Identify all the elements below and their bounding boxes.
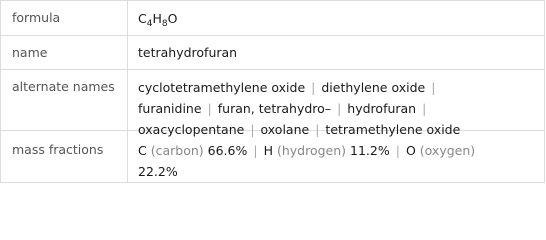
mass-fraction-item bbox=[138, 143, 247, 158]
alternate-name-item: tetramethylene oxide bbox=[325, 122, 461, 137]
element-name: (oxygen) bbox=[419, 143, 476, 158]
element-percent: 66.6% bbox=[207, 143, 248, 158]
separator: | bbox=[311, 80, 316, 95]
alternate-name-item: oxolane bbox=[260, 122, 310, 137]
element-symbol: O bbox=[405, 143, 416, 158]
alternate-name-item: diethylene oxide bbox=[321, 80, 426, 95]
separator: | bbox=[250, 122, 255, 137]
separator: | bbox=[253, 143, 258, 158]
alternate-name-item: furan, tetrahydro– bbox=[217, 101, 332, 116]
mass-fractions-label: mass fractions bbox=[12, 142, 104, 157]
separator: | bbox=[422, 101, 427, 116]
element-name: (hydrogen) bbox=[276, 143, 347, 158]
element-percent: 11.2% bbox=[350, 143, 390, 158]
formula-row bbox=[1, 1, 544, 36]
separator: | bbox=[315, 122, 320, 137]
separator: | bbox=[207, 101, 212, 116]
element-symbol: C bbox=[138, 143, 147, 158]
alternate-name-item: cyclotetramethylene oxide bbox=[138, 80, 306, 95]
alternate-names-row bbox=[1, 70, 544, 137]
formula-label: formula bbox=[12, 10, 61, 25]
mass-fraction-item bbox=[406, 143, 475, 158]
element-percent: 22.2% bbox=[138, 164, 178, 179]
mass-fractions-row bbox=[1, 131, 544, 184]
name-label: name bbox=[12, 45, 48, 60]
separator: | bbox=[431, 80, 436, 95]
mass-fraction-item bbox=[264, 143, 390, 158]
name-value: tetrahydrofuran bbox=[138, 45, 238, 60]
separator: | bbox=[395, 143, 400, 158]
alternate-name-item: oxacyclopentane bbox=[138, 122, 245, 137]
alternate-names-label: alternate names bbox=[12, 79, 115, 94]
name-row bbox=[1, 36, 544, 70]
element-name: (carbon) bbox=[150, 143, 204, 158]
alternate-name-item: furanidine bbox=[138, 101, 202, 116]
formula-value: $C_4H_8O$ bbox=[138, 11, 178, 29]
element-symbol: H bbox=[263, 143, 273, 158]
alternate-name-item: hydrofuran bbox=[347, 101, 417, 116]
mass-fractions-list bbox=[138, 140, 540, 182]
separator: | bbox=[337, 101, 342, 116]
